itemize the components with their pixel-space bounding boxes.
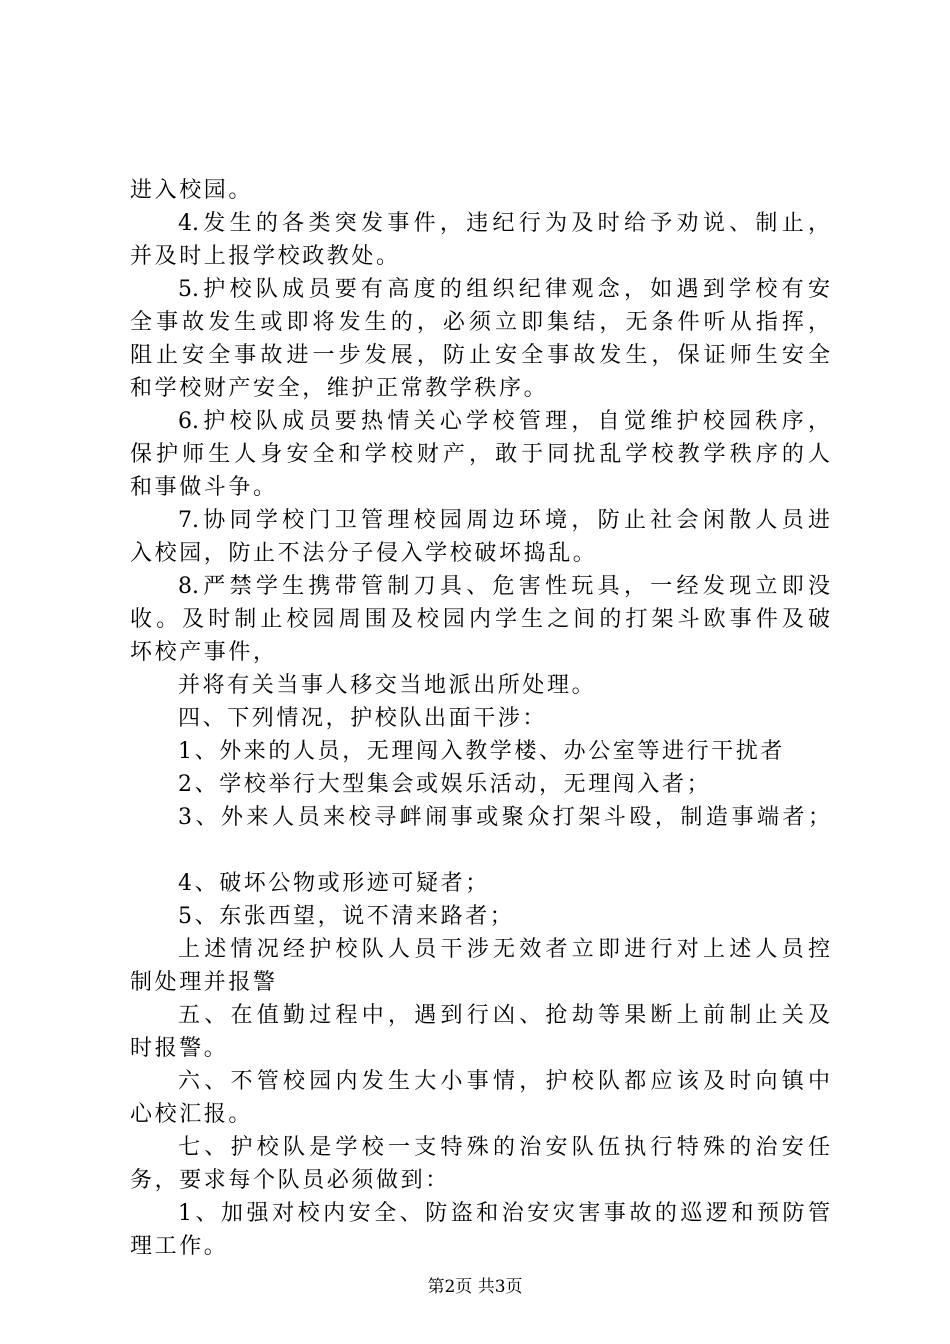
page-footer: 第2页 共3页: [427, 1277, 523, 1297]
text-line: 务，要求每个队员必须做到：: [130, 1168, 450, 1193]
text-line: 并及时上报学校政教处。: [130, 244, 401, 269]
text-line: 1、外来的人员，无理闯入教学楼、办公室等进行干扰者: [178, 739, 785, 764]
text-line: 并将有关当事人移交当地派出所处理。: [178, 673, 597, 698]
text-line: 全事故发生或即将发生的，必须立即集结，无条件听从指挥，: [130, 310, 830, 335]
text-line: 制处理并报警: [130, 970, 278, 995]
text-line: 六、不管校园内发生大小事情，护校队都应该及时向镇中: [178, 1069, 830, 1094]
text-line: 5.护校队成员要有高度的组织纪律观念，如遇到学校有安: [178, 277, 830, 302]
text-line: 入校园，防止不法分子侵入学校破坏捣乱。: [130, 541, 598, 566]
text-line: 和学校财产安全，维护正常教学秩序。: [130, 376, 549, 401]
text-line: 七、护校队是学校一支特殊的治安队伍执行特殊的治安任: [178, 1135, 830, 1160]
text-line: 7.协同学校门卫管理校园周边环境，防止社会闲散人员进: [178, 508, 830, 533]
text-line: 4.发生的各类突发事件，违纪行为及时给予劝说、制止，: [178, 211, 830, 236]
text-line: 8.严禁学生携带管制刀具、危害性玩具，一经发现立即没: [178, 574, 830, 599]
text-line: 四、下列情况，护校队出面干涉：: [178, 706, 548, 731]
text-line: 五、在值勤过程中，遇到行凶、抢劫等果断上前制止关及: [178, 1003, 830, 1028]
text-line: 收。及时制止校园周围及校园内学生之间的打架斗欧事件及破: [130, 607, 830, 632]
text-line: 4、破坏公物或形迹可疑者；: [178, 871, 490, 896]
text-line: 1、加强对校内安全、防盗和治安灾害事故的巡逻和预防管: [178, 1201, 830, 1226]
text-line: 保护师生人身安全和学校财产，敢于同扰乱学校教学秩序的人: [130, 442, 830, 467]
text-line: 进入校园。: [130, 178, 254, 203]
text-line: 3、外来人员来校寻衅闹事或聚众打架斗殴，制造事端者；: [178, 805, 830, 830]
text-line: 2、学校举行大型集会或娱乐活动，无理闯入者；: [178, 772, 712, 797]
text-line: 和事做斗争。: [130, 475, 278, 500]
text-line: 上述情况经护校队人员干涉无效者立即进行对上述人员控: [178, 937, 830, 962]
text-line: 心校汇报。: [130, 1102, 254, 1127]
text-line: 6.护校队成员要热情关心学校管理，自觉维护校园秩序，: [178, 409, 830, 434]
text-line: 5、东张西望，说不清来路者；: [178, 904, 515, 929]
text-line: 坏校产事件，: [130, 640, 278, 665]
text-line: 阻止安全事故进一步发展，防止安全事故发生，保证师生安全: [130, 343, 830, 368]
text-line: 时报警。: [130, 1036, 229, 1061]
text-line: 理工作。: [130, 1234, 229, 1259]
